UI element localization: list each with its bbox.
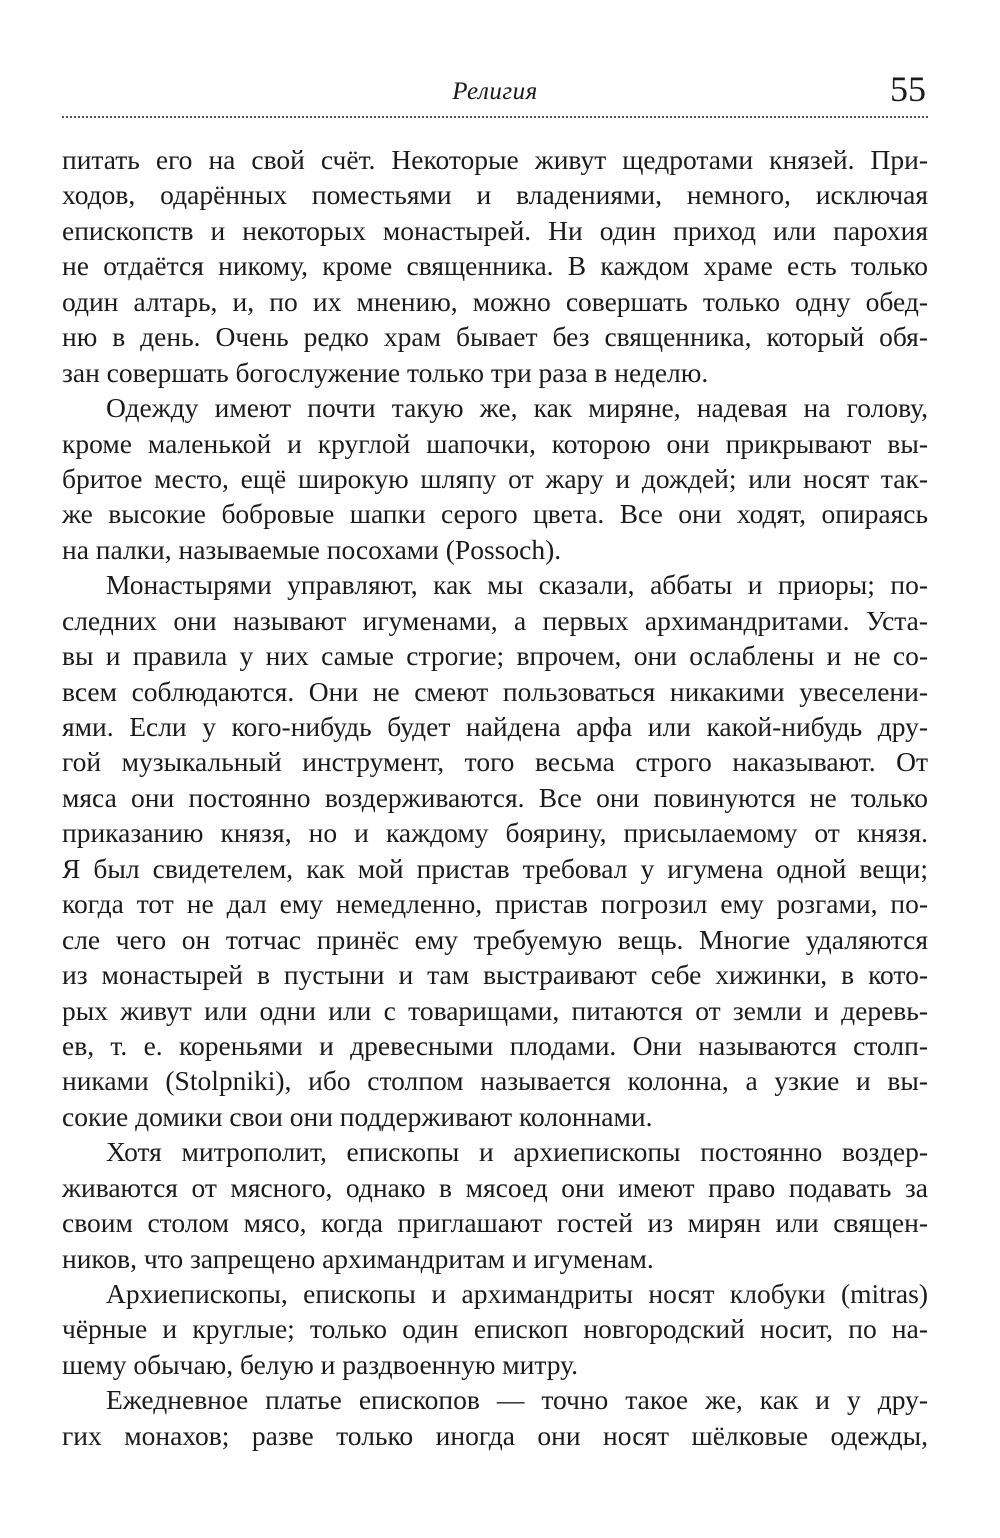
page-header: [62, 70, 928, 110]
text-line: Хотя митрополит, епископы и архиепископы постоянно воздер-: [106, 1136, 928, 1168]
text-line: из монастырей в пустыни и там выстраивают себе хижинки, в кото-: [62, 959, 928, 991]
text-line: никами (Stolpniki), ибо столпом называется колонна, а узкие и вы-: [62, 1065, 928, 1097]
text-line: на палки, называемые посохами (Possoch).: [62, 533, 562, 565]
page-number: 55: [890, 69, 926, 109]
text-line: приказанию князя, но и каждому боярину, присылаемому от князя.: [62, 817, 928, 849]
text-line: гих монахов; разве только иногда они носят шёлковые одежды,: [62, 1419, 928, 1451]
text-line: зан совершать богослужение только три раза в неделю.: [62, 356, 709, 388]
text-line: своим столом мясо, когда приглашают гостей из мирян или священ-: [62, 1207, 928, 1239]
text-line: шему обычаю, белую и раздвоенную митру.: [62, 1348, 579, 1380]
text-line: же высокие бобровые шапки серого цвета. Все они ходят, опираясь: [62, 498, 928, 530]
text-line: Монастырями управляют, как мы сказали, аббаты и приоры; по-: [106, 569, 928, 601]
text-line: чёрные и круглые; только один епископ новгородский носит, по на-: [62, 1313, 928, 1345]
body-text: [62, 142, 928, 1453]
text-line: когда тот не дал ему немедленно, пристав погрозил ему розгами, по-: [62, 888, 928, 920]
text-line: епископств и некоторых монастырей. Ни один приход или парохия: [62, 214, 928, 246]
text-line: бритое место, ещё широкую шляпу от жару и дождей; или носят так-: [62, 462, 928, 494]
text-line: вы и правила у них самые строгие; впрочем, они ослаблены и не со-: [62, 640, 928, 672]
text-line: гой музыкальный инструмент, того весьма строго наказывают. От: [62, 746, 928, 778]
text-line: ников, что запрещено архимандритам и игуменам.: [62, 1242, 654, 1274]
text-line: Одежду имеют почти такую же, как миряне, надевая на голову,: [106, 392, 928, 424]
text-line: мяса они постоянно воздерживаются. Все они повинуются не только: [62, 781, 928, 813]
text-line: Я был свидетелем, как мой пристав требовал у игумена одной вещи;: [62, 852, 928, 884]
text-line: живаются от мясного, однако в мясоед они имеют право подавать за: [62, 1171, 928, 1203]
text-line: питать его на свой счёт. Некоторые живут щедротами князей. При-: [62, 144, 928, 175]
text-line: сокие домики свои они поддерживают колоннами.: [62, 1100, 653, 1132]
text-line: один алтарь, и, по их мнению, можно совершать только одну обед-: [62, 285, 928, 317]
text-line: кроме маленькой и круглой шапочки, которою они прикрывают вы-: [62, 427, 928, 459]
text-line: рых живут или одни или с товарищами, питаются от земли и деревь-: [62, 994, 928, 1026]
text-line: не отдаётся никому, кроме священника. В каждом храме есть только: [62, 250, 928, 282]
header-dotted-rule: [62, 116, 928, 118]
text-line: ходов, одарённых поместьями и владениями, немного, исключая: [62, 179, 928, 211]
text-line: Ежедневное платье епископов — точно такое же, как и у дру-: [106, 1384, 928, 1416]
text-line: всем соблюдаются. Они не смеют пользоваться никакими увеселени-: [62, 675, 928, 707]
text-line: Архиепископы, епископы и архимандриты носят клобуки (mitras): [106, 1278, 928, 1309]
text-line: ню в день. Очень редко храм бывает без священника, который обя-: [62, 321, 928, 353]
text-line: сле чего он тотчас принёс ему требуемую вещь. Многие удаляются: [62, 923, 928, 955]
text-line: ями. Если у кого-нибудь будет найдена арфа или какой-нибудь дру-: [62, 711, 928, 742]
text-line: следних они называют игуменами, а первых архимандритами. Уста-: [62, 604, 928, 636]
text-line: ев, т. е. кореньями и древесными плодами. Они называются столп-: [62, 1029, 928, 1061]
running-head: Религия: [452, 78, 538, 105]
